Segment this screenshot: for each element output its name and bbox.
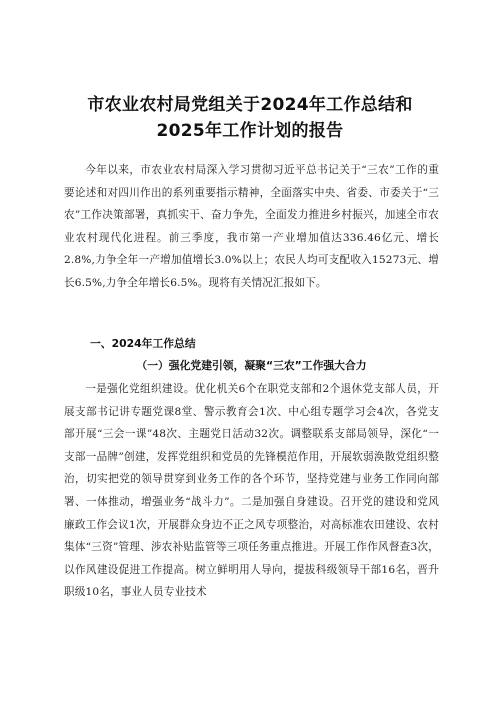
subsection-paragraph: 一是强化党组织建设。优化机关6个在职党支部和2个退休党支部人员，开展支部书记讲专题党课8堂、警示教育会1次、中心组专题学习会4次，各党支部开展“三会一课”48次、主题党日活动32次。调整联系支部局领导，深化“一支部一品牌”创建，发挥党组织和党员的先锋模范作用，开展软弱涣散党组织整治，切实把党的领导贯穿到业务工作的各个环节，坚持党建与业务工作同向部署、一体推动，增强业务“战斗力”。二是加强自身建设。召开党的建设和党风廉政工作会议1次，开展群众身边不正之风专项整治，对高标准农田建设、农村集体“三资”管理、涉农补贴监管等三项任务重点推进。开展工作作风督查3次，以作风建设促进工作提高。树立鲜明用人导向，提拔科级领导干部16名，晋升职级10名，事业人员专业技术 bbox=[64, 383, 439, 599]
section-heading: 一、2024年工作总结 bbox=[90, 337, 196, 350]
subsection-heading: （一）强化党建引领，凝聚“三农”工作强大合力 bbox=[136, 359, 367, 372]
document-title-line-2: 2025年工作计划的报告 bbox=[156, 121, 344, 141]
intro-paragraph: 今年以来，市农业农村局深入学习贯彻习近平总书记关于“三农”工作的重要论述和对四川作出的系列重要指示精神，全面落实中央、省委、市委关于“三农”工作决策部署，真抓实干、奋力争先，全面发力推进乡村振兴，加速全市农业农村现代化进程。前三季度，我市第一产业增加值达336.46亿元、增长2.8%,力争全年一产增加值增长3.0%以上；农民人均可支配收入15273元、增长6.5%,力争全年增长6.5%。现将有关情况汇报如下。 bbox=[64, 164, 439, 289]
document-title-line-1: 市农业农村局党组关于2024年工作总结和 bbox=[87, 95, 413, 115]
